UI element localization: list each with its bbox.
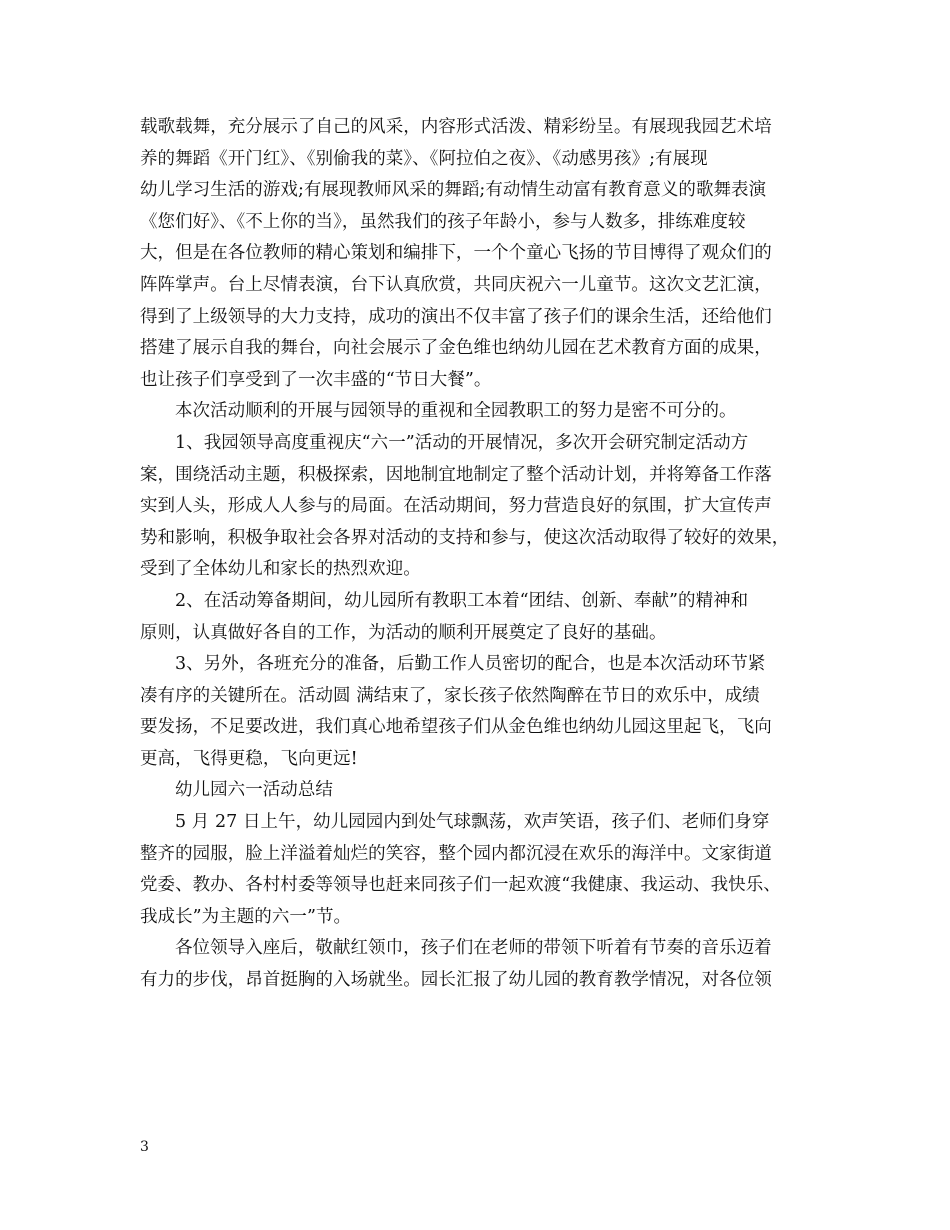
text-line: 大，但是在各位教师的精心策划和编排下，一个个童心飞扬的节目博得了观众们的 [140, 243, 772, 264]
text-line: 党委、教办、各村村委等领导也赶来同孩子们一起欢渡“我健康、我运动、我快乐、 [140, 875, 781, 896]
text-line: 《您们好》、《不上你的当》，虽然我们的孩子年龄小，参与人数多，排练难度较 [140, 211, 746, 232]
paragraph [140, 775, 825, 807]
text-line: 得到了上级领导的大力支持，成功的演出不仅丰富了孩子们的课余生活，还给他们 [140, 306, 772, 327]
text-line: 1、我园领导高度重视庆“六一”活动的开展情况，多次开会研究制定活动方 [175, 432, 749, 453]
text-line: 要发扬，不足要改进，我们真心地希望孩子们从金色维也纳幼儿园这里起飞，飞向 [140, 717, 772, 738]
text-line: 有力的步伐，昂首挺胸的入场就坐。园长汇报了幼儿园的教育教学情况，对各位领 [140, 970, 772, 991]
paragraph [140, 649, 825, 775]
text-line: 整齐的园服，脸上洋溢着灿烂的笑容，整个园内都沉浸在欢乐的海洋中。文家街道 [140, 843, 772, 864]
text-line: 更高，飞得更稳，飞向更远! [140, 748, 358, 769]
text-line: 5 月 27 日上午，幼儿园园内到处气球飘荡，欢声笑语，孩子们、老师们身穿 [175, 812, 770, 833]
paragraph [140, 428, 825, 586]
text-line: 势和影响，积极争取社会各界对活动的支持和参与，使这次活动取得了较好的效果， [140, 527, 790, 548]
paragraph [140, 586, 825, 649]
text-line: 案，围绕活动主题，积极探索，因地制宜地制定了整个活动计划，并将筹备工作落 [140, 464, 772, 485]
text-line: 搭建了展示自我的舞台，向社会展示了金色维也纳幼儿园在艺术教育方面的成果， [140, 338, 772, 359]
text-line: 各位领导入座后，敬献红领巾，孩子们在老师的带领下听着有节奏的音乐迈着 [175, 938, 772, 959]
text-line: 养的舞蹈《开门红》、《别偷我的菜》、《阿拉伯之夜》、《动感男孩》;有展现 [140, 148, 708, 169]
paragraph [140, 807, 825, 933]
text-line: 本次活动顺利的开展与园领导的重视和全园教职工的努力是密不可分的。 [175, 401, 737, 422]
text-line: 实到人头，形成人人参与的局面。在活动期间，努力营造良好的氛围，扩大宣传声 [140, 496, 772, 517]
text-line: 2、在活动筹备期间，幼儿园所有教职工本着“团结、创新、奉献”的精神和 [175, 590, 749, 611]
document-body [140, 112, 825, 997]
paragraph [140, 396, 825, 428]
page-number: 3 [140, 1139, 149, 1155]
paragraph [140, 112, 825, 396]
text-line: 我成长”为主题的六一”节。 [140, 906, 352, 927]
text-line: 凑有序的关键所在。活动圆 满结束了，家长孩子依然陶醉在节日的欢乐中，成绩 [140, 685, 760, 706]
paragraph [140, 933, 825, 996]
text-line: 载歌载舞，充分展示了自己的风采，内容形式活泼、精彩纷呈。有展现我园艺术培 [140, 117, 772, 137]
text-line: 受到了全体幼儿和家长的热烈欢迎。 [140, 559, 421, 580]
text-line: 阵阵掌声。台上尽情表演，台下认真欣赏，共同庆祝六一儿童节。这次文艺汇演， [140, 274, 772, 295]
text-line: 幼儿学习生活的游戏;有展现教师风采的舞蹈;有动情生动富有教育意义的歌舞表演 [140, 180, 767, 201]
text-line: 原则，认真做好各自的工作，为活动的顺利开展奠定了良好的基础。 [140, 622, 667, 643]
text-line: 3、另外，各班充分的准备，后勤工作人员密切的配合，也是本次活动环节紧 [175, 654, 766, 675]
text-line: 也让孩子们享受到了一次丰盛的“节日大餐”。 [140, 369, 492, 390]
text-line: 幼儿园六一活动总结 [175, 780, 333, 801]
